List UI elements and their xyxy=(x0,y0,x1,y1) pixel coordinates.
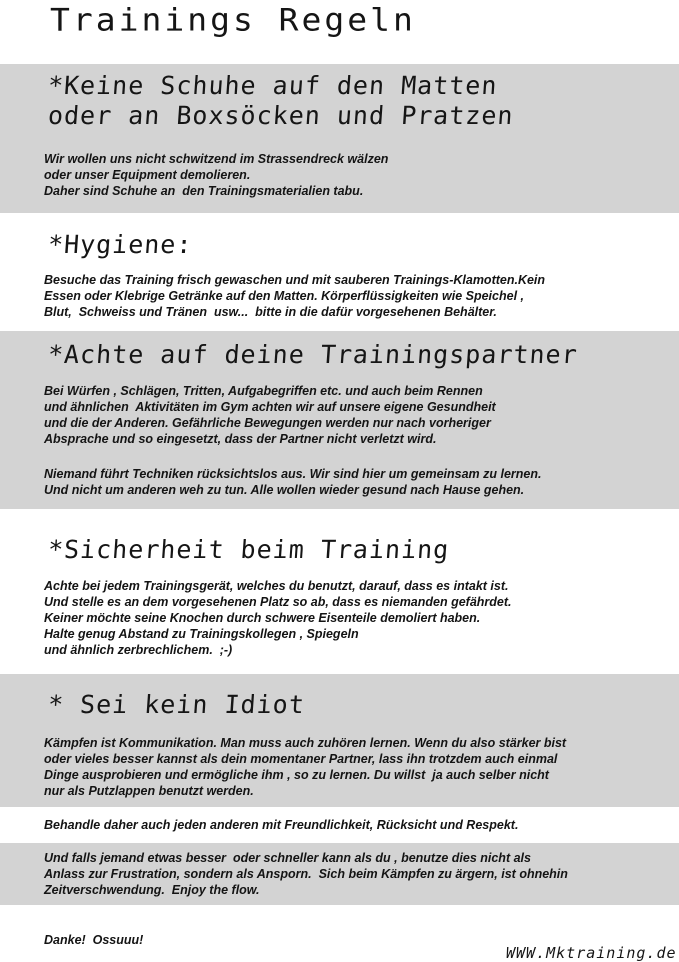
heading-shoes-line2: oder an Boxsöcken und Pratzen xyxy=(47,101,515,130)
heading-partner: *Achte auf deine Trainingspartner xyxy=(47,340,579,369)
page-title: Trainings Regeln xyxy=(50,0,416,39)
heading-safety: *Sicherheit beim Training xyxy=(47,535,451,564)
closing-text: Danke! Ossuuu! xyxy=(44,933,144,947)
website-url: WWW.Mktraining.de xyxy=(506,944,677,962)
heading-hygiene: *Hygiene: xyxy=(47,230,194,259)
text-idiot-respect: Behandle daher auch jeden anderen mit Freundlichkeit, Rücksicht und Respekt. xyxy=(44,818,519,832)
text-idiot-flow: Und falls jemand etwas besser oder schneller kann als du , benutze dies nicht als Anlass zur Frustration, sondern als Ansporn. Sich beim Kämpfen zu ärgern, ist ohnehin Zeitverschwendung. Enjoy the flow. xyxy=(44,851,568,897)
text-partner: Bei Würfen , Schlägen, Tritten, Aufgabegriffen etc. und auch beim Rennen und ähnlichen Aktivitäten im Gym achten wir auf unsere eigene Gesundheit und die der Anderen. Gefährliche Bewegungen werden nur nach vorheriger Absprache und so eingesetzt, dass der Partner nicht verletzt wird. xyxy=(44,384,496,446)
text-shoes: Wir wollen uns nicht schwitzend im Strassendreck wälzen oder unser Equipment demolieren. Daher sind Schuhe an den Trainingsmaterialien tabu. xyxy=(44,152,389,198)
text-hygiene: Besuche das Training frisch gewaschen und mit sauberen Trainings-Klamotten.Kein Essen oder Klebrige Getränke auf den Matten. Körperflüssigkeiten wie Speichel , Blut, Schweiss und Tränen usw... bitte in die dafür vorgesehenen Behälter. xyxy=(44,273,546,319)
text-partner-2: Niemand führt Techniken rücksichtslos aus. Wir sind hier um gemeinsam zu lernen. Und nicht um anderen weh zu tun. Alle wollen wieder gesund nach Hause gehen. xyxy=(44,467,542,497)
text-safety: Achte bei jedem Trainingsgerät, welches du benutzt, darauf, dass es intakt ist. Und stelle es an dem vorgesehenen Platz so ab, dass es niemanden gefährdet. Keiner möchte seine Knochen durch schwere Eisenteile demoliert haben. Halte genug Abstand zu Trainingskollegen , Spiegeln und ähnlich zerbrechlichem. ;-) xyxy=(44,579,512,657)
heading-shoes-line1: *Keine Schuhe auf den Matten xyxy=(47,71,499,100)
text-idiot: Kämpfen ist Kommunikation. Man muss auch zuhören lernen. Wenn du also stärker bist oder vieles besser kannst als dein momentaner Partner, lass ihn trotzdem auch einmal Dinge ausprobieren und ermögliche ihm , so zu lernen. Du willst ja auch selber nicht nur als Putzlappen benutzt werden. xyxy=(44,736,567,798)
heading-idiot: * Sei kein Idiot xyxy=(47,690,306,719)
